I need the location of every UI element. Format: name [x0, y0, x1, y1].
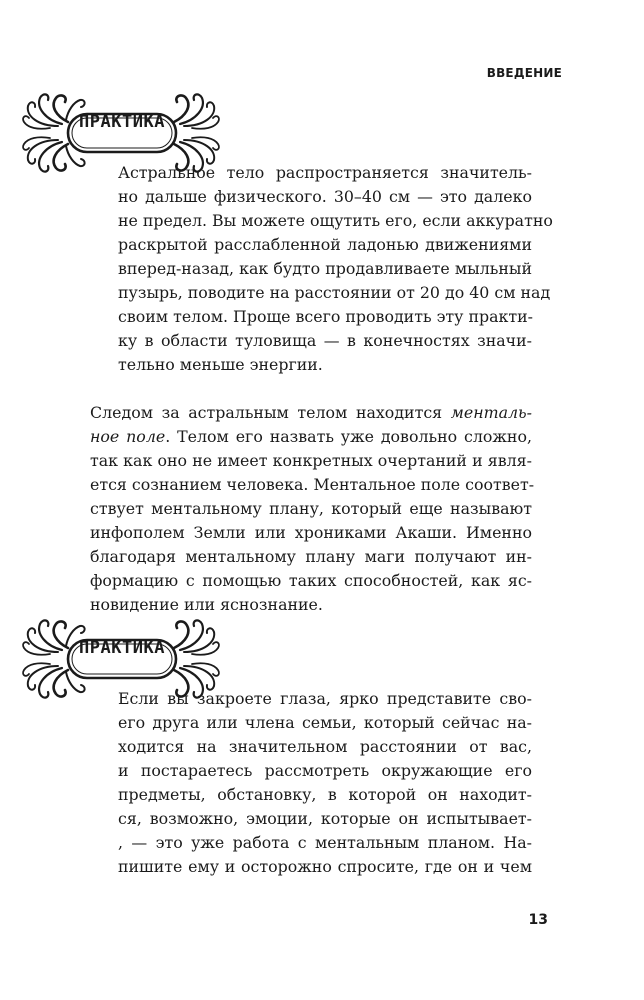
- emphasis-term: менталь-: [450, 403, 532, 422]
- text-line: ходится на значительном расстоянии от вас,: [118, 737, 532, 756]
- text-line: и постараетесь рассмотреть окружающие его: [118, 761, 532, 780]
- text-line: своим телом. Проще всего проводить эту практи-: [118, 307, 534, 326]
- text-run: Следом за астральным телом находится: [90, 403, 451, 422]
- text-line: новидение или яснознание.: [90, 595, 323, 614]
- text-line: раскрытой расслабленной ладонью движениями: [118, 235, 532, 254]
- page-number: 13: [528, 912, 548, 928]
- text-line: его друга или члена семьи, который сейчас на-: [118, 713, 532, 732]
- practice-label: ПРАКТИКА: [79, 638, 165, 658]
- text-line: инфополем Земли или хрониками Акаши. Именно: [90, 523, 532, 542]
- text-line: ку в области туловища — в конечностях значи-: [118, 331, 532, 350]
- text-line: Астральное тело распространяется значитель-: [118, 163, 532, 182]
- text-line: пузырь, поводите на расстоянии от 20 до 40 см над: [118, 283, 551, 302]
- text-line: [90, 401, 532, 425]
- text-line: но дальше физического. 30–40 см — это далеко: [118, 187, 532, 206]
- text-line: формацию с помощью таких способностей, как яс-: [90, 571, 532, 590]
- text-run: . Телом его назвать уже довольно сложно,: [165, 427, 532, 446]
- main-paragraph: [90, 401, 535, 617]
- text-line: Если вы закроете глаза, ярко представите сво-: [118, 689, 532, 708]
- text-line: тельно меньше энергии.: [118, 355, 323, 374]
- text-line: ся, возможно, эмоции, которые он испытывает-: [118, 809, 532, 828]
- practice-1-text: [118, 161, 553, 377]
- text-line: [90, 425, 532, 449]
- text-line: предметы, обстановку, в которой он находит-: [118, 785, 532, 804]
- text-line: так как оно не имеет конкретных очертаний и явля-: [90, 451, 532, 470]
- text-line: ется сознанием человека. Ментальное поле соответ-: [90, 475, 535, 494]
- text-line: пишите ему и осторожно спросите, где он и чем: [118, 857, 532, 876]
- practice-label: ПРАКТИКА: [79, 112, 165, 132]
- running-header: ВВЕДЕНИЕ: [486, 66, 562, 80]
- practice-2-text: [118, 687, 532, 879]
- text-line: благодаря ментальному плану маги получают ин-: [90, 547, 532, 566]
- emphasis-term: ное поле: [90, 427, 166, 446]
- text-line: ствует ментальному плану, который еще называют: [90, 499, 532, 518]
- text-line: не предел. Вы можете ощутить его, если аккуратно: [118, 211, 553, 230]
- text-line: , — это уже работа с ментальным планом. На-: [118, 833, 532, 852]
- text-line: вперед-назад, как будто продавливаете мыльный: [118, 259, 532, 278]
